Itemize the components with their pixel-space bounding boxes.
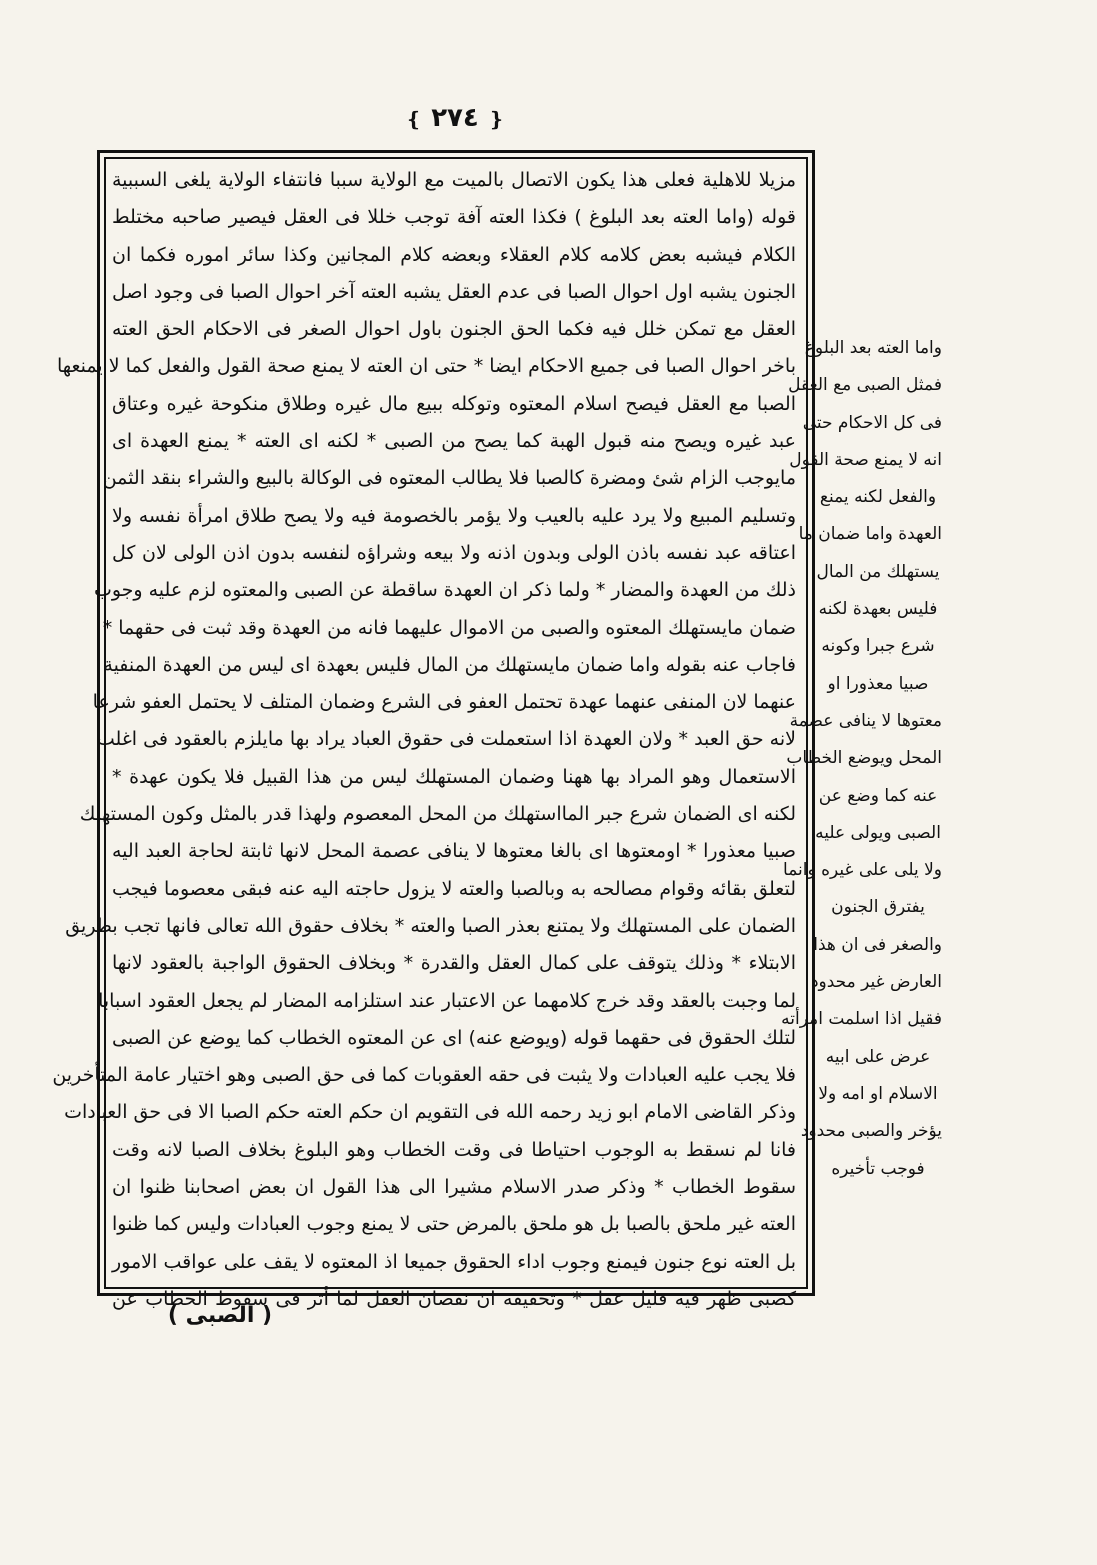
margin-line: معتوها لا ينافى عصمة [789,710,942,731]
margin-line: انه لا يمنع صحة القول [789,449,942,470]
margin-line: يؤخر والصبى محدود [800,1121,942,1142]
text-line: الكلام فيشبه بعض كلامه كلام العقلاء وبعضه كلام المجانين وكذا سائر اموره فكما ان [112,243,796,266]
margin-line: عنه كما وضع عن [818,785,938,806]
text-line: وذكر القاضى الامام ابو زيد رحمه الله فى التقويم ان حكم العته حكم الصبا الا فى حق العبادات [64,1101,796,1124]
margin-line: والصغر فى ان هذا [813,934,942,955]
margin-line: ولا يلى على غيره وانما [783,860,942,881]
text-line: ضمان مايستهلك المعتوه والصبى من الاموال عليهما فانه من العهدة وقد ثبت فى حقهما * [102,616,796,639]
text-line: لتعلق بقائه وقوام مصالحه به وبالصبا والعته لا يزول حاجته اليه عنه فبقى معصوما فيجب [112,877,796,900]
text-line: اعتاقه عبد نفسه باذن الولى وبدون اذنه ولا بيعه وشراؤه لنفسه بدون اذن الولى لان كل [112,541,796,564]
text-line: بل العته نوع جنون فيمنع وجوب اداء الحقوق جميعا اذ المعتوه لا يقف على عواقب الامور [112,1250,796,1273]
text-line: فانا لم نسقط به الوجوب احتياطا فى وقت الخطاب وهو البلوغ بخلاف الصبا لانه وقت [112,1138,796,1161]
margin-line: العارض غير محدود [810,972,942,993]
text-line: قوله (واما العته بعد البلوغ ) فكذا العته آفة توجب خللا فى العقل فيصير صاحبه مختلط [112,206,796,229]
margin-line: شرع جبرا وكونه [821,636,935,657]
margin-line: فوجب تأخيره [831,1158,925,1179]
margin-line: فى كل الاحكام حتى [802,412,942,433]
margin-line: صبيا معذورا او [827,673,929,694]
text-line: الصبا مع العقل فيصح اسلام المعتوه وتوكله ببيع مال غيره وطلاق منكوحة غيره وعتاق [112,392,796,415]
text-line: ذلك من العهدة والمضار * ولما ذكر ان العهدة ساقطة عن الصبى والمعتوه لزم عليه وجوب [93,579,796,602]
margin-line: المحل ويوضع الخطاب [786,748,942,769]
text-line: صبيا معذورا * اومعتوها اى بالغا معتوها لا ينافى عصمة المحل لانها ثابتة لحاجة العبد اليه [112,840,796,863]
margin-line: الاسلام او امه ولا [818,1083,938,1104]
text-line: سقوط الخطاب * وذكر صدر الاسلام مشيرا الى هذا القول ان بعض اصحابنا ظنوا ان [112,1176,796,1199]
margin-line: عرض على ابيه [825,1046,931,1067]
margin-line: فمثل الصبى مع العقل [788,375,942,396]
text-line: الابتلاء * وذلك يتوقف على كمال العقل والقدرة * وبخلاف الحقوق الواجبة بالعقود لانها [112,952,796,975]
margin-line: واما العته بعد البلوغ [804,338,942,358]
text-line: العته غير ملحق بالصبا بل هو ملحق بالمرض حتى لا يمنع وجوب العبادات وليس كما ظنوا [112,1213,796,1236]
margin-line: فليس بعهدة لكنه [818,599,938,620]
margin-line: يستهلك من المال [816,561,940,582]
text-line: وتسليم المبيع ولا يرد عليه بالعيب ولا يؤمر بالخصومة فيه ولا يصح طلاق امرأة نفسه ولا [112,504,796,527]
text-line: عنهما لان المنفى عنهما عهدة تحتمل العفو فى الشرع وضمان المتلف لا يحتمل العفو شرعا [92,691,796,714]
margin-line: العهدة واما ضمان ما [798,524,942,545]
left-ornament-icon: ❴ [405,107,423,131]
catchword: ( الصبى ) [167,1303,273,1328]
text-line: باخر احوال الصبا فى جميع الاحكام ايضا * حتى ان العته لا يمنع صحة القول والفعل كما لا يمنعها [56,355,796,378]
text-line: لما وجبت بالعقد وقد خرج كلامهما عن الاعتبار عند استلزامه المضار لم يجعل العقود اسبابا [98,989,796,1012]
margin-line: يفترق الجنون [831,897,925,918]
text-line: الضمان على المستهلك ولا يمتنع بعذر الصبا والعته * بخلاف حقوق الله تعالى فانها تجب بطريق [65,914,796,937]
margin-line: الصبى ويولى عليه [815,822,941,843]
right-ornament-icon: ❵ [487,107,505,131]
text-line: الاستعمال وهو المراد بها ههنا وضمان المستهلك ليس من هذا القبيل فلا يكون عهدة * [112,765,796,788]
text-line: عبد غيره ويصح منه قبول الهبة كما يصح من الصبى * لكنه اى العته * يمنع العهدة اى [112,430,796,453]
text-line: لانه حق العبد * ولان العهدة اذا استعملت فى حقوق العباد يراد بها مايلزم بالعقود فى اغلب [96,728,796,751]
text-line: فاجاب عنه بقوله واما ضمان مايستهلك من المال فليس بعهدة اى ليس من العهدة المنفية [103,653,796,676]
text-line: مزيلا للاهلية فعلى هذا يكون الاتصال بالميت مع الولاية سببا فانتفاء الولاية يلغى السببية [112,169,796,191]
text-line: مايوجب الزام شئ ومضرة كالصبا فلا يطالب المعتوه فى الوكالة بالبيع والشراء بنقد الثمن [102,467,796,490]
text-line: لتلك الحقوق فى حقهما قوله (ويوضع عنه) اى عن المعتوه الخطاب كما يوضع عن الصبى [112,1026,796,1049]
margin-line: فقيل اذا اسلمت امرأته [781,1009,942,1030]
page-number [400,100,510,136]
text-line: العقل مع تمكن خلل فيه فكما الحق الجنون باول احوال الصغر فى الاحكام الحق العته [112,318,796,341]
text-line: فلا يجب عليه العبادات ولا يثبت فى حقه العقوبات كما فى حق الصبى وهو اختيار عامة المتأخرين [52,1064,796,1087]
margin-commentary [781,330,942,1188]
text-line: كصبى ظهر فيه قليل عقل * وتحقيقه ان نقصان العقل لما أثر فى سقوط الخطاب عن [112,1287,796,1310]
text-line: الجنون يشبه اول احوال الصبا فى عدم العقل يشبه العته آخر احوال الصبا فى وجود اصل [112,280,796,303]
margin-line: والفعل لكنه يمنع [819,487,937,508]
main-text-block [52,162,796,1310]
page-number-text: ٢٧٤ [431,103,479,133]
text-line: لكنه اى الضمان شرع جبر المااستهلك من المحل المعصوم ولهذا قدر بالمثل وكون المستهلك [79,803,796,826]
